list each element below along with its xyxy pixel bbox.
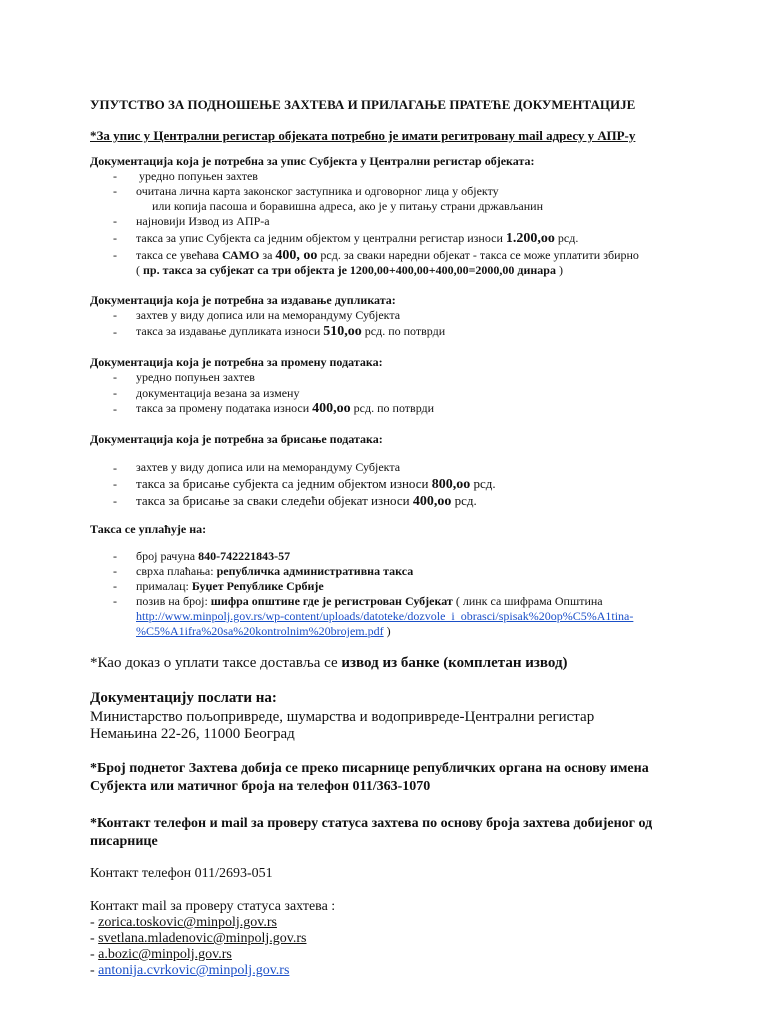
reference-number-line: позив на број: шифра општине где је регистрован Субјекат ( линк са шифрама Општина [136,594,603,608]
section-registration-heading: Документација која је потребна за упис Субјекта у Централни регистар објеката: [90,154,535,168]
list-item: уредно попуњен захтев [136,370,255,384]
list-item: захтев у виду дописа или на меморандуму Субјекта [136,308,401,322]
list-marker: - [113,325,117,339]
list-marker: - [113,549,117,563]
list-marker: - [113,308,117,322]
additional-object-fee-amount: 400, оо [275,248,318,263]
section-duplicate-heading: Документација која је потребна за издавање дупликата: [90,293,396,307]
list-item: уредно попуњен захтев [139,169,258,183]
list-marker: - [113,461,117,475]
payment-purpose-line: сврха плаћања: републичка административна такса [136,564,414,578]
list-marker: - [113,169,117,183]
list-marker: - [113,564,117,578]
section-deletion-heading: Документација која је потребна за брисање података: [90,432,383,446]
document-title: УПУТСТВО ЗА ПОДНОШЕЊЕ ЗАХТЕВА И ПРИЛАГАЊЕ ПРАТЕЋЕ ДОКУМЕНТАЦИЈЕ [90,97,636,112]
contact-mail-label: Контакт mail за проверу статуса захтева : [90,899,336,914]
list-marker: - [113,477,117,491]
list-marker: - [113,402,117,416]
section-change-heading: Документација која је потребна за промену података: [90,355,383,369]
duplicate-fee-amount: 510,оо [323,324,362,339]
list-marker: - [113,370,117,384]
list-marker: - [113,386,117,400]
contact-phone: Контакт телефон 011/2693-051 [90,866,273,881]
address-line-2: Немањина 22-26, 11000 Београд [90,726,295,742]
recipient-line: прималац: Буџет Републике Србије [136,579,324,593]
proof-of-payment-note: *Као доказ о уплати таксе доставља се извод из банке (комплетан извод) [90,655,568,671]
recipient: Буџет Републике Србије [191,579,324,593]
contact-note-line-2: писарнице [90,834,158,849]
email-item: - svetlana.mladenovic@minpolj.gov.rs [90,931,307,946]
deletion-fee-line: такса за брисање субјекта са једним објектом износи 800,оо рсд. [136,476,496,492]
list-marker: - [113,231,117,245]
email-link[interactable]: zorica.toskovic@minpolj.gov.rs [98,915,277,930]
list-item: захтев у виду дописа или на меморандуму Субјекта [136,460,401,474]
list-item: очитана лична карта законског заступника и одговорног лица у објекту [136,184,499,198]
next-object-deletion-fee-line: такса за брисање за сваки следећи објекат износи 400,оо рсд. [136,493,477,509]
duplicate-fee-line: такса за издавање дупликата износи 510,оо рсд. по потврди [136,324,446,339]
email-link[interactable]: svetlana.mladenovic@minpolj.gov.rs [98,931,307,946]
list-item: или копија пасоша и боравишна адреса, ако је у питању страни држављанин [152,199,544,213]
list-item: документација везана за измену [136,386,300,400]
list-marker: - [113,579,117,593]
municipality-codes-link[interactable]: http://www.minpolj.gov.rs/wp-content/uploads/datoteke/dozvole_i_obrasci/spisak%20op%C5%A1tina- [136,609,634,623]
contact-note-line-1: *Контакт телефон и mail за проверу статуса захтева по основу броја захтева добијеног од [90,816,653,831]
address-line-1: Министарство пољопривреде, шумарства и водопривреде-Централни регистар [90,709,595,725]
request-number-note-line-1: *Број поднетог Захтева добија се преко писарнице републичких органа на основу имена [90,761,649,776]
send-heading: Документацију послати на: [90,690,277,706]
reference-number: шифра општине где је регистрован Субјекат [210,594,453,608]
account-number: 840-742221843-57 [198,549,291,563]
registration-fee-line: такса за упис Субјекта са једним објектом у централни регистар износи 1.200,оо рсд. [136,231,579,246]
list-marker: - [113,248,117,262]
deletion-fee-amount: 800,оо [431,477,471,492]
municipality-codes-link-cont[interactable]: %C5%A1ifra%20sa%20kontrolnim%20brojem.pdf ) [136,624,391,638]
next-object-deletion-fee-amount: 400,оо [412,494,452,509]
list-marker: - [113,214,117,228]
account-number-line: број рачуна 840-742221843-57 [136,549,291,563]
additional-object-fee-line: такса се увећава САМО за 400, оо рсд. за сваки наредни објекат - такса се може уплатити збирно [136,248,639,263]
email-requirement-note: *За упис у Централни регистар објеката потребно је имати регитровану mail адресу у АПР-у [90,128,636,143]
email-link[interactable]: antonija.cvrkovic@minpolj.gov.rs [98,963,290,978]
list-marker: - [113,494,117,508]
payment-heading: Такса се уплаћује на: [90,522,207,536]
email-item: - a.bozic@minpolj.gov.rs [90,947,232,962]
email-item: - zorica.toskovic@minpolj.gov.rs [90,915,277,930]
email-link[interactable]: a.bozic@minpolj.gov.rs [98,947,232,962]
fee-example: ( пр. такса за субјекат са три објекта је 1200,00+400,00+400,00=2000,00 динара ) [136,263,563,277]
change-fee-line: такса за промену података износи 400,оо рсд. по потврди [136,401,435,416]
email-item: - antonija.cvrkovic@minpolj.gov.rs [90,963,290,978]
registration-fee-amount: 1.200,оо [505,231,555,246]
payment-purpose: републичка административна такса [216,564,414,578]
request-number-note-line-2: Субјекта или матичног броја на телефон 011/363-1070 [90,779,431,794]
list-item: најновији Извод из АПР-а [136,214,270,228]
list-marker: - [113,184,117,198]
list-marker: - [113,594,117,608]
change-fee-amount: 400,оо [312,401,351,416]
